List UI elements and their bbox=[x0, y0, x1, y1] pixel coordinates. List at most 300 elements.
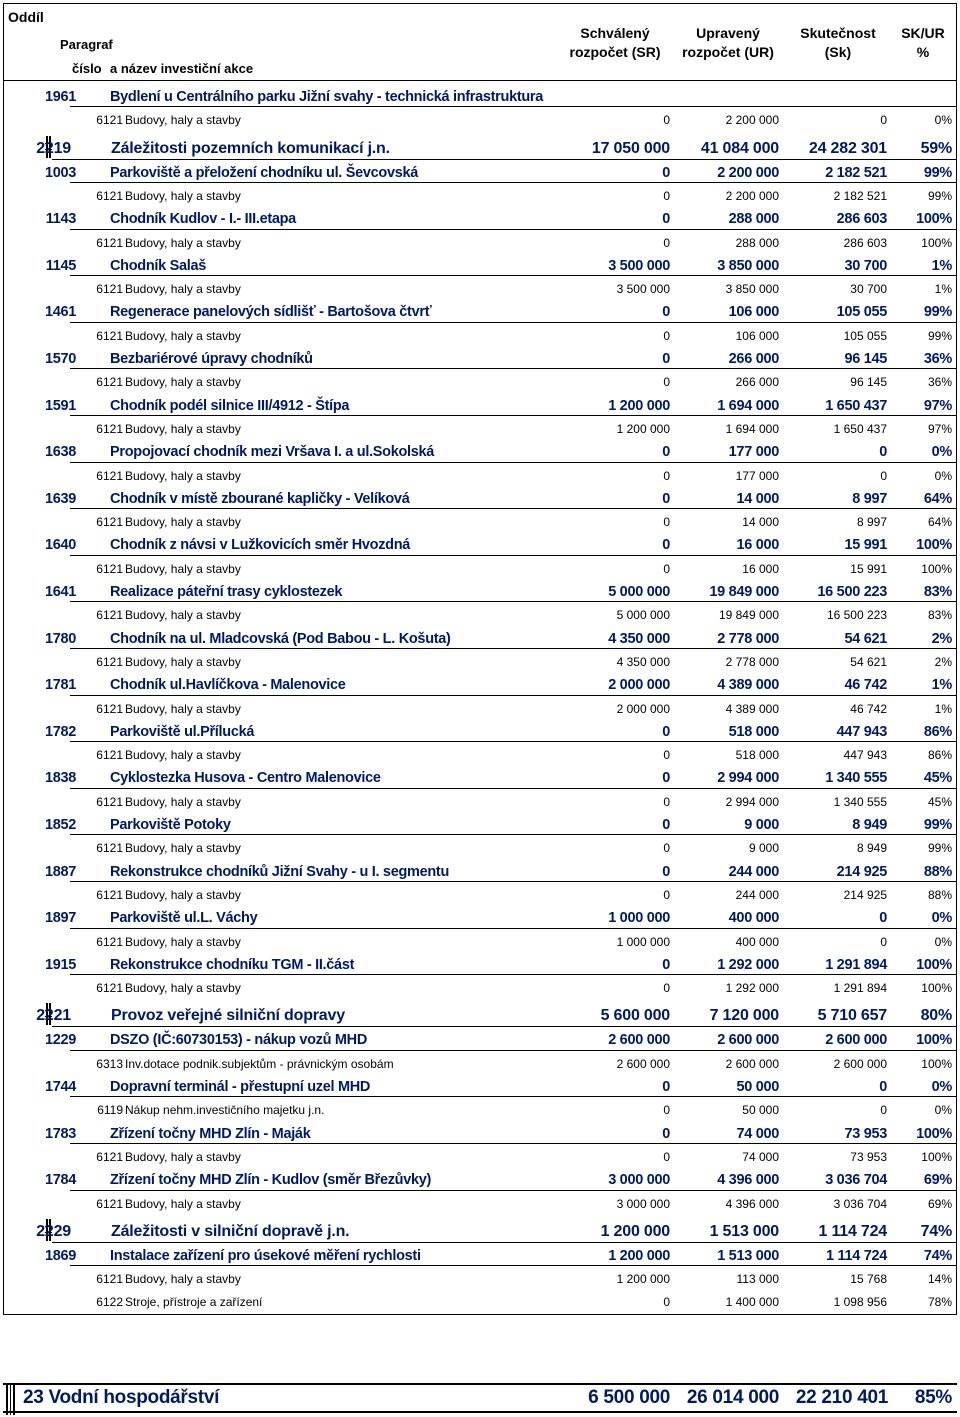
row-number: 6121 bbox=[96, 887, 123, 902]
value-pct: 99% bbox=[923, 817, 952, 833]
row-number: 2221 bbox=[36, 1007, 71, 1025]
value-ur: 518 000 bbox=[735, 748, 779, 763]
row-number: 6121 bbox=[96, 934, 123, 949]
value-ur: 288 000 bbox=[728, 211, 779, 228]
value-sk: 16 500 223 bbox=[826, 608, 887, 623]
value-pct: 36% bbox=[927, 375, 952, 390]
value-sr: 0 bbox=[662, 956, 670, 973]
value-sk: 286 603 bbox=[843, 235, 887, 250]
row-number: 6121 bbox=[96, 608, 123, 623]
value-sk: 54 621 bbox=[844, 630, 887, 647]
row-name: Zřízení točny MHD Zlín - Maják bbox=[110, 1125, 311, 1142]
value-ur: 2 600 000 bbox=[725, 1056, 779, 1071]
value-ur: 1 400 000 bbox=[725, 1295, 779, 1310]
value-sr: 0 bbox=[663, 887, 670, 902]
item-row bbox=[0, 418, 960, 441]
action-underline bbox=[70, 1190, 956, 1191]
row-name: Realizace páteřní trasy cyklostezek bbox=[110, 584, 343, 600]
value-pct: 36% bbox=[923, 351, 952, 367]
header-pct: SK/UR % bbox=[901, 25, 945, 60]
row-name: Záležitosti pozemních komunikací j.n. bbox=[111, 139, 390, 157]
value-ur: 4 389 000 bbox=[717, 677, 779, 694]
row-name: Budovy, haly a stavby bbox=[125, 1149, 241, 1164]
value-ur: 2 994 000 bbox=[717, 770, 779, 787]
value-pct: 88% bbox=[927, 887, 952, 902]
value-pct: 64% bbox=[927, 515, 952, 530]
value-pct: 100% bbox=[921, 561, 952, 576]
action-underline bbox=[70, 508, 956, 509]
row-name: Budovy, haly a stavby bbox=[125, 113, 241, 128]
value-pct: 83% bbox=[923, 584, 952, 600]
value-sr: 0 bbox=[662, 1079, 670, 1095]
item-row bbox=[0, 837, 960, 860]
value-pct: 64% bbox=[923, 490, 952, 507]
paragraf-underline bbox=[52, 1242, 956, 1243]
row-number: 1640 bbox=[44, 537, 76, 554]
action-underline bbox=[70, 1265, 956, 1266]
value-sr: 5 000 000 bbox=[616, 608, 670, 623]
row-number: 6121 bbox=[96, 654, 123, 669]
row-name: Chodník z návsi v Lužkovicích směr Hvozdná bbox=[110, 537, 411, 554]
value-ur: 4 396 000 bbox=[717, 1172, 779, 1189]
row-number: 6121 bbox=[96, 188, 123, 203]
value-sr: 0 bbox=[662, 490, 670, 507]
section-marker-inner bbox=[10, 1383, 11, 1415]
value-pct: 78% bbox=[927, 1295, 952, 1310]
row-number: 6121 bbox=[96, 328, 123, 343]
value-sk: 447 943 bbox=[836, 723, 887, 740]
value-sk: 1 114 724 bbox=[825, 1247, 887, 1264]
item-row bbox=[0, 371, 960, 394]
value-pct: 0% bbox=[934, 113, 952, 128]
value-sr: 0 bbox=[663, 841, 670, 856]
value-ur: 50 000 bbox=[742, 1103, 779, 1118]
row-number: 6121 bbox=[96, 468, 123, 483]
row-name: Budovy, haly a stavby bbox=[125, 188, 241, 203]
action-underline bbox=[70, 182, 956, 183]
value-sk: 15 768 bbox=[850, 1272, 887, 1287]
row-name: Regenerace panelových sídlišť - Bartošova čtvrť bbox=[110, 304, 432, 321]
paragraf-row bbox=[0, 1218, 960, 1245]
row-number: 6121 bbox=[96, 1272, 123, 1287]
paragraf-underline bbox=[52, 1026, 956, 1027]
value-pct: 80% bbox=[920, 1007, 952, 1025]
row-number: 6121 bbox=[96, 748, 123, 763]
value-ur: 288 000 bbox=[735, 235, 779, 250]
value-pct: 69% bbox=[923, 1172, 952, 1189]
value-sr: 0 bbox=[663, 188, 670, 203]
value-sk: 1 291 894 bbox=[825, 956, 887, 973]
action-underline bbox=[70, 106, 956, 107]
row-name: Chodník na ul. Mladcovská (Pod Babou - L. Košuta) bbox=[110, 630, 451, 647]
action-underline bbox=[70, 368, 956, 369]
action-underline bbox=[70, 1096, 956, 1097]
value-sk: 1 340 555 bbox=[825, 770, 887, 787]
header-nazev: a název investiční akce bbox=[110, 61, 254, 76]
action-underline bbox=[70, 928, 956, 929]
value-pct: 100% bbox=[916, 956, 952, 973]
oddil-ur: 26 014 000 bbox=[686, 1387, 779, 1408]
value-ur: 74 000 bbox=[742, 1149, 779, 1164]
row-number: 6121 bbox=[96, 841, 123, 856]
value-ur: 9 000 bbox=[744, 817, 779, 833]
item-row bbox=[0, 744, 960, 767]
value-ur: 400 000 bbox=[728, 910, 779, 927]
action-underline bbox=[70, 1050, 956, 1051]
item-row bbox=[0, 1193, 960, 1216]
action-underline bbox=[70, 974, 956, 975]
value-ur: 19 849 000 bbox=[709, 584, 779, 600]
row-name: Záležitosti v silniční dopravě j.n. bbox=[111, 1222, 350, 1240]
paragraf-row bbox=[0, 135, 960, 162]
row-number: 6121 bbox=[96, 375, 123, 390]
value-pct: 0% bbox=[931, 444, 952, 461]
value-ur: 3 850 000 bbox=[725, 282, 779, 297]
action-underline bbox=[70, 1143, 956, 1144]
row-number: 6121 bbox=[96, 1149, 123, 1164]
row-name: Budovy, haly a stavby bbox=[125, 794, 241, 809]
value-pct: 0% bbox=[931, 910, 952, 927]
row-name: Budovy, haly a stavby bbox=[125, 608, 241, 623]
value-sr: 0 bbox=[663, 468, 670, 483]
row-number: 1145 bbox=[45, 257, 76, 274]
row-number: 1838 bbox=[44, 770, 76, 787]
value-sr: 0 bbox=[662, 863, 670, 880]
value-sk: 0 bbox=[879, 444, 887, 461]
value-sk: 96 145 bbox=[850, 375, 887, 390]
row-name: Zřízení točny MHD Zlín - Kudlov (směr Březůvky) bbox=[110, 1172, 432, 1189]
value-sr: 0 bbox=[663, 561, 670, 576]
header-sk: Skutečnost (Sk) bbox=[800, 25, 876, 60]
value-sk: 105 055 bbox=[836, 304, 887, 321]
value-sr: 3 000 000 bbox=[616, 1196, 670, 1211]
item-row bbox=[0, 651, 960, 674]
value-ur: 7 120 000 bbox=[709, 1007, 779, 1025]
value-pct: 100% bbox=[921, 1149, 952, 1164]
value-sr: 0 bbox=[663, 515, 670, 530]
value-ur: 41 084 000 bbox=[700, 139, 779, 157]
value-ur: 2 200 000 bbox=[717, 164, 779, 181]
value-pct: 0% bbox=[934, 1103, 952, 1118]
value-sr: 1 200 000 bbox=[608, 397, 670, 414]
row-name: Propojovací chodník mezi Vršava I. a ul.Sokolská bbox=[110, 444, 435, 461]
value-pct: 88% bbox=[923, 863, 952, 880]
value-pct: 1% bbox=[934, 701, 952, 716]
value-sr: 1 000 000 bbox=[616, 934, 670, 949]
oddil-sr: 6 500 000 bbox=[588, 1387, 670, 1408]
row-number: 6313 bbox=[96, 1056, 123, 1071]
value-sr: 0 bbox=[662, 164, 670, 181]
value-sk: 286 603 bbox=[836, 211, 887, 228]
value-sr: 1 000 000 bbox=[608, 910, 670, 927]
value-sk: 0 bbox=[880, 934, 887, 949]
row-number: 6119 bbox=[97, 1103, 123, 1118]
row-number: 6121 bbox=[96, 1196, 123, 1211]
row-name: Budovy, haly a stavby bbox=[125, 328, 241, 343]
row-number: 1852 bbox=[44, 817, 76, 833]
item-row bbox=[0, 884, 960, 907]
row-name: Budovy, haly a stavby bbox=[125, 701, 241, 716]
value-ur: 518 000 bbox=[728, 723, 779, 740]
row-number: 1591 bbox=[44, 397, 76, 414]
row-name: Budovy, haly a stavby bbox=[125, 235, 241, 250]
item-row bbox=[0, 1268, 960, 1291]
value-sr: 1 200 000 bbox=[600, 1222, 670, 1240]
row-number: 1570 bbox=[44, 351, 76, 367]
row-number: 1915 bbox=[44, 956, 76, 973]
value-sk: 0 bbox=[879, 1079, 887, 1095]
oddil-summary-row bbox=[3, 1383, 957, 1413]
value-ur: 4 396 000 bbox=[725, 1196, 779, 1211]
value-sr: 0 bbox=[663, 794, 670, 809]
value-pct: 69% bbox=[927, 1196, 952, 1211]
value-sk: 1 291 894 bbox=[833, 981, 887, 996]
value-ur: 1 513 000 bbox=[709, 1222, 779, 1240]
value-sk: 3 036 704 bbox=[833, 1196, 887, 1211]
row-name: Budovy, haly a stavby bbox=[125, 1196, 241, 1211]
value-sk: 16 500 223 bbox=[817, 584, 887, 600]
row-name: Rekonstrukce chodníků Jižní Svahy - u I. segmentu bbox=[110, 863, 450, 880]
value-ur: 106 000 bbox=[735, 328, 779, 343]
header-ur: Upravený rozpočet (UR) bbox=[682, 25, 774, 60]
row-name: Budovy, haly a stavby bbox=[125, 887, 241, 902]
value-sk: 8 997 bbox=[856, 515, 887, 530]
value-sk: 1 114 724 bbox=[818, 1222, 887, 1240]
row-number: 1744 bbox=[44, 1079, 76, 1095]
value-sr: 0 bbox=[662, 537, 670, 554]
value-pct: 45% bbox=[923, 770, 952, 787]
value-ur: 177 000 bbox=[735, 468, 779, 483]
value-ur: 106 000 bbox=[728, 304, 779, 321]
header-sr: Schválený rozpočet (SR) bbox=[569, 25, 661, 60]
value-sk: 1 650 437 bbox=[833, 421, 887, 436]
row-name: Bydlení u Centrálního parku Jižní svahy - technická infrastruktura bbox=[110, 89, 544, 105]
action-underline bbox=[70, 741, 956, 742]
value-sr: 2 000 000 bbox=[608, 677, 670, 694]
item-row bbox=[0, 1146, 960, 1169]
value-ur: 9 000 bbox=[748, 841, 779, 856]
value-ur: 266 000 bbox=[728, 351, 779, 367]
item-row bbox=[0, 511, 960, 534]
item-row bbox=[0, 791, 960, 814]
value-sk: 8 949 bbox=[852, 817, 887, 833]
row-name: DSZO (IČ:60730153) - nákup vozů MHD bbox=[110, 1032, 367, 1049]
row-name: Parkoviště a přeložení chodníku ul. Ševcovská bbox=[110, 164, 419, 181]
value-pct: 100% bbox=[916, 1032, 952, 1049]
value-ur: 1 694 000 bbox=[717, 397, 779, 414]
item-row bbox=[0, 1053, 960, 1076]
row-name: Cyklostezka Husova - Centro Malenovice bbox=[110, 770, 381, 787]
value-pct: 86% bbox=[923, 723, 952, 740]
row-number: 1961 bbox=[44, 89, 76, 105]
row-number: 6121 bbox=[96, 235, 123, 250]
value-sr: 2 600 000 bbox=[616, 1056, 670, 1071]
row-name: Instalace zařízení pro úsekové měření rychlosti bbox=[110, 1247, 421, 1264]
value-sr: 0 bbox=[663, 981, 670, 996]
row-number: 2229 bbox=[36, 1222, 71, 1240]
value-sk: 73 953 bbox=[850, 1149, 887, 1164]
value-pct: 97% bbox=[923, 397, 952, 414]
value-pct: 100% bbox=[916, 211, 952, 228]
header-divider bbox=[4, 80, 956, 81]
value-ur: 19 849 000 bbox=[718, 608, 779, 623]
item-row bbox=[0, 325, 960, 348]
value-pct: 99% bbox=[923, 164, 952, 181]
value-pct: 99% bbox=[927, 188, 952, 203]
oddil-pct: 85% bbox=[914, 1387, 952, 1408]
value-sk: 54 621 bbox=[850, 654, 887, 669]
row-number: 6121 bbox=[96, 421, 123, 436]
action-underline bbox=[70, 695, 956, 696]
value-pct: 74% bbox=[923, 1247, 952, 1264]
row-name: Rekonstrukce chodníku TGM - II.část bbox=[110, 956, 355, 973]
value-sr: 0 bbox=[663, 375, 670, 390]
value-sr: 0 bbox=[662, 211, 670, 228]
value-sr: 3 500 000 bbox=[616, 282, 670, 297]
value-sr: 2 600 000 bbox=[608, 1032, 670, 1049]
row-name: Parkoviště ul.L. Váchy bbox=[110, 910, 258, 927]
value-sk: 2 600 000 bbox=[825, 1032, 887, 1049]
value-pct: 100% bbox=[916, 1125, 952, 1142]
value-ur: 16 000 bbox=[742, 561, 779, 576]
row-number: 6121 bbox=[96, 561, 123, 576]
value-sr: 5 000 000 bbox=[608, 584, 670, 600]
action-underline bbox=[70, 322, 956, 323]
value-pct: 99% bbox=[927, 328, 952, 343]
row-number: 1781 bbox=[44, 677, 76, 694]
value-ur: 2 200 000 bbox=[725, 113, 779, 128]
row-number: 1780 bbox=[44, 630, 76, 647]
value-sr: 1 200 000 bbox=[616, 421, 670, 436]
value-pct: 0% bbox=[931, 1079, 952, 1095]
value-sr: 5 600 000 bbox=[600, 1007, 670, 1025]
value-sr: 0 bbox=[663, 1295, 670, 1310]
value-sk: 5 710 657 bbox=[817, 1007, 887, 1025]
action-underline bbox=[70, 881, 956, 882]
value-sk: 8 997 bbox=[852, 490, 887, 507]
value-pct: 45% bbox=[927, 794, 952, 809]
value-sr: 4 350 000 bbox=[616, 654, 670, 669]
row-name: Budovy, haly a stavby bbox=[125, 515, 241, 530]
value-pct: 1% bbox=[931, 257, 952, 274]
value-pct: 2% bbox=[934, 654, 952, 669]
row-name: Budovy, haly a stavby bbox=[125, 282, 241, 297]
value-sr: 0 bbox=[662, 351, 670, 367]
row-name: Stroje, přístroje a zařízení bbox=[125, 1295, 263, 1310]
item-row bbox=[0, 109, 960, 132]
row-name: Chodník Kudlov - I.- III.etapa bbox=[110, 211, 296, 228]
value-sk: 15 991 bbox=[850, 561, 887, 576]
value-sk: 0 bbox=[879, 910, 887, 927]
value-sk: 30 700 bbox=[844, 257, 887, 274]
row-name: Chodník podél silnice III/4912 - Štípa bbox=[110, 397, 350, 414]
action-underline bbox=[70, 229, 956, 230]
value-sk: 1 098 956 bbox=[833, 1295, 887, 1310]
value-ur: 16 000 bbox=[736, 537, 779, 554]
oddil-sk: 22 210 401 bbox=[795, 1387, 888, 1408]
value-ur: 1 513 000 bbox=[717, 1247, 779, 1264]
value-sk: 0 bbox=[880, 1103, 887, 1118]
item-row bbox=[0, 232, 960, 255]
row-number: 6121 bbox=[96, 113, 123, 128]
value-sr: 0 bbox=[662, 444, 670, 461]
value-pct: 100% bbox=[916, 537, 952, 554]
value-ur: 177 000 bbox=[728, 444, 779, 461]
header-paragraf: Paragraf bbox=[60, 37, 113, 52]
value-pct: 0% bbox=[934, 468, 952, 483]
value-sr: 17 050 000 bbox=[591, 139, 670, 157]
value-ur: 1 292 000 bbox=[717, 956, 779, 973]
row-number: 6121 bbox=[96, 981, 123, 996]
row-name: Dopravní terminál - přestupní uzel MHD bbox=[110, 1079, 371, 1095]
value-sr: 0 bbox=[663, 1149, 670, 1164]
row-number: 1783 bbox=[44, 1125, 76, 1142]
item-row bbox=[0, 185, 960, 208]
value-sr: 0 bbox=[662, 304, 670, 321]
value-sr: 1 200 000 bbox=[608, 1247, 670, 1264]
value-sk: 46 742 bbox=[844, 677, 887, 694]
value-pct: 1% bbox=[931, 677, 952, 694]
value-sk: 2 182 521 bbox=[833, 188, 887, 203]
value-pct: 2% bbox=[931, 630, 952, 647]
item-row bbox=[0, 977, 960, 1000]
value-sk: 447 943 bbox=[843, 748, 887, 763]
value-pct: 99% bbox=[927, 841, 952, 856]
value-sr: 0 bbox=[663, 1103, 670, 1118]
row-number: 1641 bbox=[44, 584, 76, 600]
row-name: Budovy, haly a stavby bbox=[125, 1272, 241, 1287]
item-row bbox=[0, 1099, 960, 1122]
header-oddil: Oddíl bbox=[8, 9, 44, 25]
value-pct: 74% bbox=[920, 1222, 952, 1240]
row-name: Chodník v místě zbourané kapličky - Velíková bbox=[110, 490, 410, 507]
value-ur: 2 200 000 bbox=[725, 188, 779, 203]
row-name: Nákup nehm.investičního majetku j.n. bbox=[125, 1103, 325, 1118]
value-sk: 8 949 bbox=[856, 841, 887, 856]
value-sk: 3 036 704 bbox=[825, 1172, 887, 1189]
row-number: 1229 bbox=[44, 1032, 76, 1049]
value-ur: 14 000 bbox=[742, 515, 779, 530]
value-ur: 2 994 000 bbox=[725, 794, 779, 809]
value-ur: 2 778 000 bbox=[717, 630, 779, 647]
value-ur: 113 000 bbox=[736, 1272, 779, 1287]
value-sr: 0 bbox=[662, 817, 670, 833]
item-row bbox=[0, 278, 960, 301]
value-pct: 0% bbox=[934, 934, 952, 949]
value-ur: 2 600 000 bbox=[717, 1032, 779, 1049]
row-name: Budovy, haly a stavby bbox=[125, 375, 241, 390]
header-cislo: číslo bbox=[72, 61, 102, 76]
value-sk: 15 991 bbox=[844, 537, 887, 554]
row-name: Parkoviště ul.Přílucká bbox=[110, 723, 255, 740]
row-number: 1784 bbox=[44, 1172, 76, 1189]
value-sk: 214 925 bbox=[836, 863, 887, 880]
value-sk: 96 145 bbox=[844, 351, 887, 367]
value-pct: 100% bbox=[921, 981, 952, 996]
row-name: Budovy, haly a stavby bbox=[125, 934, 241, 949]
value-sk: 1 650 437 bbox=[825, 397, 887, 414]
value-sr: 0 bbox=[663, 235, 670, 250]
item-row bbox=[0, 1291, 960, 1314]
value-pct: 59% bbox=[920, 139, 952, 157]
row-number: 1782 bbox=[44, 723, 76, 740]
row-number: 6122 bbox=[96, 1295, 123, 1310]
row-number: 1461 bbox=[44, 304, 76, 321]
value-sr: 0 bbox=[662, 1125, 670, 1142]
action-underline bbox=[70, 648, 956, 649]
value-sk: 2 182 521 bbox=[825, 164, 887, 181]
action-underline bbox=[70, 462, 956, 463]
